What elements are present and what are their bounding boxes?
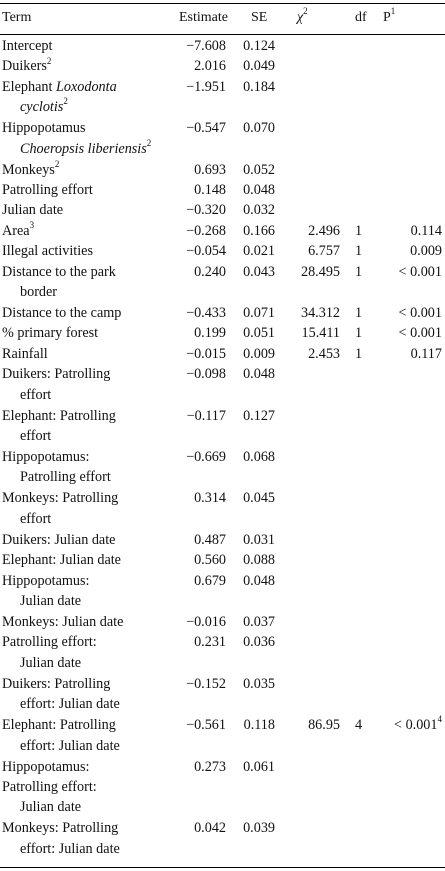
term-line	[2, 55, 52, 75]
term-species: Loxodonta	[55, 78, 117, 95]
table-cell-estimate: −0.015	[186, 345, 226, 362]
table-cell-estimate: 0.314	[194, 490, 226, 507]
table-cell-se: 0.048	[243, 572, 275, 589]
table-row-term	[2, 160, 172, 180]
term-text: Hippopotamus:	[2, 758, 90, 775]
p-value-text: < 0.001	[398, 263, 442, 280]
table-cell-se: 0.049	[243, 58, 275, 75]
term-line	[2, 243, 93, 259]
table-cell-chi-square: 86.95	[308, 717, 340, 734]
table-cell-estimate: −0.016	[186, 614, 226, 630]
term-line	[2, 182, 93, 198]
table-cell-df: 4	[355, 717, 363, 734]
term-text: Monkeys	[2, 161, 55, 178]
term-line	[2, 79, 117, 95]
term-continuation	[2, 385, 172, 405]
term-line	[2, 220, 35, 239]
term-text: effort	[20, 386, 52, 403]
term-footnote: 2	[146, 137, 152, 148]
header-p	[383, 6, 396, 27]
table-row-term	[2, 36, 172, 56]
term-line	[2, 158, 60, 178]
term-line	[2, 717, 116, 733]
term-text: Hippopotamus:	[2, 572, 90, 589]
header-chi-square	[297, 6, 308, 27]
term-text: border	[20, 284, 58, 300]
term-text: Monkeys: Patrolling	[2, 820, 119, 837]
term-text: Illegal activities	[2, 243, 93, 260]
table-cell-estimate: −0.561	[186, 717, 226, 734]
table-row-term	[2, 221, 172, 241]
table-cell-estimate: 0.487	[194, 531, 226, 548]
term-text: Patrolling effort:	[2, 779, 97, 795]
table-cell-estimate: −1.951	[186, 78, 226, 95]
term-line	[2, 490, 118, 506]
table-cell-chi-square: 15.411	[301, 325, 340, 342]
table-cell-se: 0.070	[243, 120, 275, 137]
table-cell-se: 0.039	[243, 820, 275, 837]
term-line	[2, 38, 52, 54]
term-text: Hippopotamus	[2, 120, 86, 137]
header-chi-superscript: 2	[303, 6, 308, 17]
p-value-text: 0.114	[410, 222, 442, 239]
table-cell-p-value	[382, 303, 442, 323]
table-cell-df: 1	[355, 345, 363, 362]
table-row-term	[2, 447, 172, 488]
table-bottom-rule	[0, 867, 445, 868]
term-text: Distance to the park	[2, 263, 116, 280]
table-cell-se: 0.009	[243, 345, 275, 362]
table-row-term	[2, 612, 172, 632]
term-text: Patrolling effort:	[2, 634, 97, 651]
term-text: Duikers: Julian date	[2, 531, 116, 548]
table-cell-chi-square: 2.496	[308, 222, 340, 239]
table-cell-estimate: 0.693	[194, 161, 226, 178]
table-row-term	[2, 56, 172, 76]
term-continuation	[2, 282, 172, 302]
table-cell-estimate: 0.273	[194, 758, 226, 775]
table-row-term	[2, 200, 172, 220]
term-line	[2, 366, 110, 382]
table-cell-chi-square: 28.495	[300, 263, 340, 280]
term-text: Julian date	[20, 593, 82, 609]
table-cell-estimate: −0.433	[186, 305, 226, 321]
table-cell-se: 0.051	[243, 325, 275, 342]
term-continuation	[2, 97, 172, 117]
p-value-text: < 0.001	[394, 717, 438, 734]
term-continuation	[2, 426, 172, 446]
table-cell-p-value	[382, 715, 442, 735]
table-row-term	[2, 571, 172, 612]
term-text: Duikers: Patrolling	[2, 675, 111, 692]
table-row-term	[2, 715, 172, 756]
table-row-term	[2, 757, 172, 818]
table-cell-chi-square: 6.757	[308, 243, 340, 260]
table-row-term	[2, 632, 172, 673]
table-cell-se: 0.036	[243, 634, 275, 651]
term-text: Duikers: Patrolling	[2, 366, 111, 383]
table-cell-p-value	[382, 221, 442, 241]
term-species: cyclotis	[20, 99, 64, 116]
header-estimate: Estimate	[179, 10, 228, 25]
term-text: Duikers	[2, 58, 47, 75]
table-cell-estimate: −0.152	[186, 675, 226, 692]
term-text: effort: Julian date	[20, 696, 120, 713]
p-value-text: < 0.001	[398, 305, 442, 321]
term-continuation	[2, 467, 172, 487]
table-cell-estimate: 0.042	[194, 820, 226, 837]
p-value-text: < 0.001	[398, 325, 442, 342]
term-text: Patrolling effort	[20, 469, 111, 486]
term-text: Julian date	[2, 202, 64, 219]
term-text: effort: Julian date	[20, 840, 120, 857]
table-cell-estimate: −0.098	[186, 366, 226, 383]
term-footnote: 2	[63, 96, 68, 107]
table-row-term	[2, 303, 172, 323]
term-footnote: 3	[29, 220, 35, 231]
header-se: SE	[251, 10, 268, 25]
term-line	[2, 408, 116, 424]
table-cell-se: 0.048	[243, 366, 275, 383]
table-cell-p-value	[382, 262, 442, 282]
table-cell-se: 0.124	[243, 38, 275, 54]
table-cell-estimate: −0.268	[186, 222, 226, 239]
p-value-text: 0.009	[410, 243, 442, 260]
table-cell-estimate: −0.320	[186, 202, 226, 219]
term-continuation	[2, 591, 172, 611]
term-species: Choeropsis liberiensis	[20, 140, 147, 157]
table-cell-df: 1	[355, 305, 363, 321]
table-cell-estimate: −0.669	[186, 449, 226, 465]
term-line	[2, 449, 90, 465]
term-line	[2, 325, 98, 341]
table-cell-p-value	[382, 241, 442, 261]
term-text: Julian date	[20, 799, 82, 816]
header-p-label: P	[383, 10, 391, 25]
table-cell-se: 0.032	[243, 202, 275, 219]
term-text: Distance to the camp	[2, 305, 122, 321]
term-continuation	[2, 694, 172, 714]
term-line	[2, 676, 110, 692]
p-value-footnote: 4	[437, 714, 442, 725]
term-continuation	[2, 509, 172, 529]
term-continuation	[2, 736, 172, 756]
term-line	[2, 573, 90, 589]
header-term: Term	[2, 10, 32, 25]
table-cell-estimate: −0.547	[186, 120, 226, 137]
term-text: Intercept	[2, 38, 53, 54]
table-row-term	[2, 241, 172, 261]
term-text: Monkeys: Patrolling	[2, 490, 119, 507]
term-line	[2, 202, 63, 218]
table-top-rule	[0, 3, 445, 4]
term-continuation	[2, 653, 172, 673]
term-footnote: 2	[46, 55, 52, 66]
table-cell-estimate: −0.117	[186, 407, 226, 424]
term-line	[2, 305, 121, 321]
table-cell-chi-square: 34.312	[300, 305, 340, 321]
term-text: % primary forest	[2, 325, 99, 342]
table-row-term	[2, 118, 172, 159]
table-cell-p-value	[382, 344, 442, 364]
table-header-rule	[0, 34, 445, 35]
table-cell-se: 0.037	[243, 614, 275, 630]
table-row-term	[2, 488, 172, 529]
table-row-term	[2, 674, 172, 715]
term-text: Elephant	[2, 78, 56, 95]
table-cell-df: 1	[355, 222, 363, 239]
table-cell-se: 0.118	[243, 717, 275, 734]
term-line	[2, 120, 86, 136]
header-df: df	[355, 10, 367, 25]
term-text: effort	[20, 428, 52, 444]
table-cell-se: 0.088	[243, 552, 275, 569]
term-text: Julian date	[20, 654, 82, 671]
table-row-term	[2, 77, 172, 118]
term-line	[2, 532, 115, 548]
header-p-superscript: 1	[390, 6, 396, 17]
table-cell-se: 0.043	[243, 263, 275, 280]
table-cell-se: 0.045	[243, 490, 275, 507]
term-text: Rainfall	[2, 345, 48, 362]
term-continuation	[2, 139, 172, 159]
term-line	[2, 264, 116, 280]
table-cell-se: 0.127	[243, 407, 275, 424]
table-cell-estimate: 0.679	[194, 572, 226, 589]
table-cell-estimate: 2.016	[194, 58, 226, 75]
term-text: Elephant: Patrolling	[2, 717, 116, 734]
table-cell-se: 0.166	[243, 222, 275, 239]
table-cell-estimate: 0.231	[194, 634, 226, 651]
p-value-text: 0.117	[410, 345, 442, 362]
table-cell-df: 1	[355, 325, 363, 342]
table-cell-df: 1	[355, 263, 363, 280]
term-continuation	[2, 839, 172, 859]
table-cell-se: 0.071	[243, 305, 275, 321]
table-cell-se: 0.035	[243, 675, 275, 692]
table-cell-estimate: −7.608	[186, 38, 226, 54]
table-row-term	[2, 323, 172, 343]
term-text: effort: Julian date	[20, 737, 120, 754]
table-row-term	[2, 364, 172, 405]
term-text: Patrolling effort	[2, 182, 93, 198]
table-cell-se: 0.061	[243, 758, 275, 775]
term-continuation	[2, 797, 172, 817]
term-line	[2, 552, 121, 568]
term-text: effort	[20, 510, 52, 527]
term-text: Area	[2, 222, 30, 239]
term-line	[2, 759, 90, 775]
term-line	[2, 614, 123, 630]
table-row-term	[2, 180, 172, 200]
table-cell-estimate: 0.240	[194, 263, 226, 280]
table-cell-df: 1	[355, 243, 363, 260]
table-cell-se: 0.031	[243, 531, 275, 548]
table-row-term	[2, 262, 172, 303]
term-continuation	[2, 777, 172, 797]
header-chi-symbol: χ	[297, 10, 304, 25]
table-cell-se: 0.184	[243, 78, 275, 95]
term-footnote: 2	[54, 158, 60, 169]
table-row-term	[2, 550, 172, 570]
table-cell-chi-square: 2.453	[308, 345, 340, 362]
table-cell-se: 0.068	[243, 449, 275, 465]
table-cell-estimate: 0.199	[194, 325, 226, 342]
term-text: Hippopotamus:	[2, 449, 90, 465]
table-cell-estimate: −0.054	[186, 243, 226, 260]
term-line	[2, 346, 48, 362]
table-row-term	[2, 344, 172, 364]
term-text: Elephant: Patrolling	[2, 407, 116, 424]
term-line	[2, 634, 97, 650]
term-text: Elephant: Julian date	[2, 552, 121, 569]
table-cell-se: 0.052	[243, 161, 275, 178]
table-cell-estimate: 0.148	[194, 182, 226, 198]
table-row-term	[2, 530, 172, 550]
term-text: Monkeys: Julian date	[2, 614, 124, 630]
term-line	[2, 820, 118, 836]
table-cell-se: 0.048	[243, 182, 275, 198]
table-cell-se: 0.021	[243, 243, 275, 260]
table-cell-estimate: 0.560	[194, 552, 226, 569]
table-cell-p-value	[382, 323, 442, 343]
table-row-term	[2, 406, 172, 447]
table-row-term	[2, 818, 172, 859]
